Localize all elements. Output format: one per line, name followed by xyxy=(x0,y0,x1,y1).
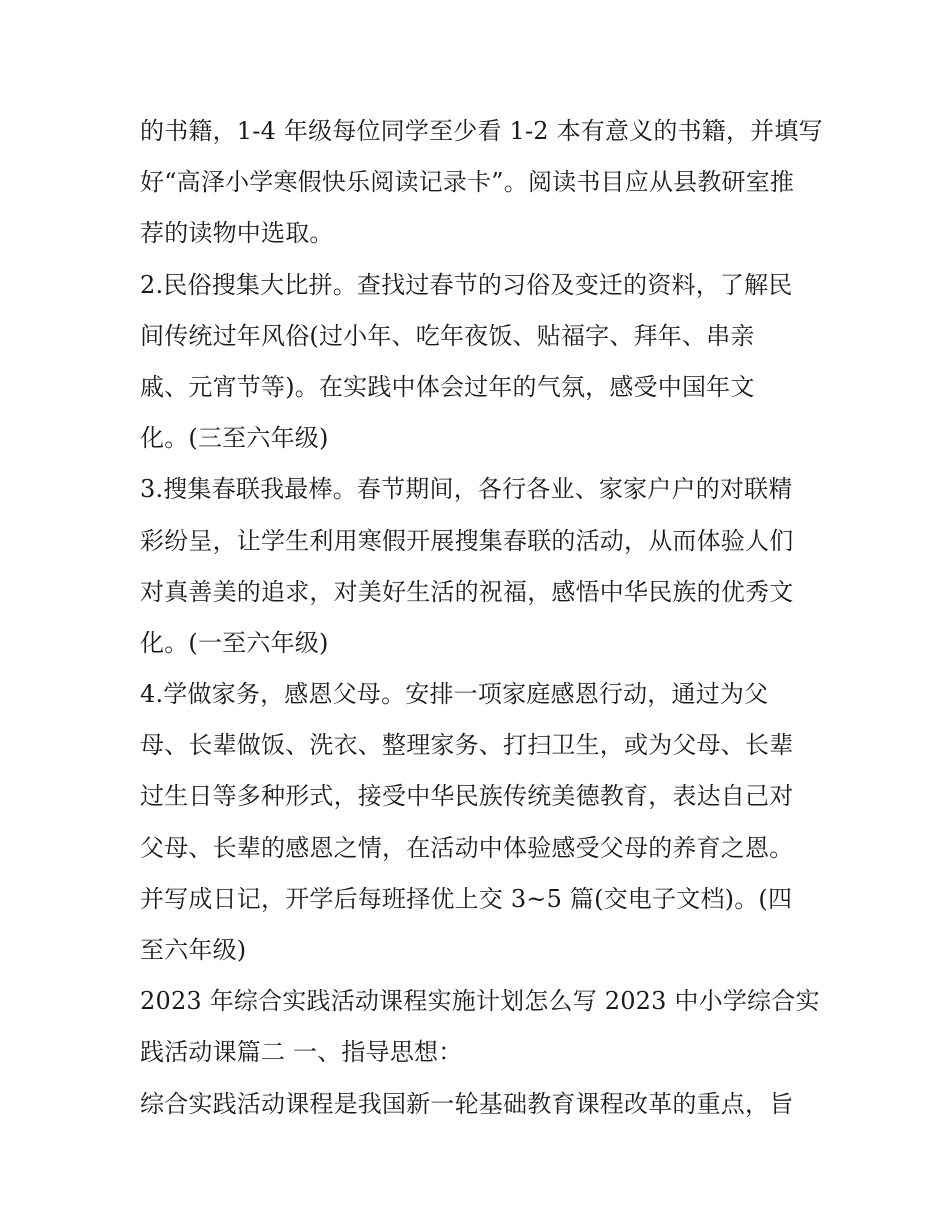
document-body xyxy=(140,106,823,1130)
text-line: 化。(三至六年级) xyxy=(140,424,329,453)
text-line: 荐的读物中选取。 xyxy=(140,219,334,248)
text-line: 3.搜集春联我最棒。春节期间，各行各业、家家户户的对联精 xyxy=(140,475,793,504)
text-line: 对真善美的追求，对美好生活的祝福，感悟中华民族的优秀文 xyxy=(140,577,794,606)
text-line: 综合实践活动课程是我国新一轮基础教育课程改革的重点，旨 xyxy=(140,1089,794,1118)
text-line: 过生日等多种形式，接受中华民族传统美德教育，表达自己对 xyxy=(140,782,794,811)
text-line: 至六年级) xyxy=(140,936,247,964)
text-line: 的书籍，1-4 年级每位同学至少看 1-2 本有意义的书籍，并填写 xyxy=(140,117,823,145)
text-line: 2.民俗搜集大比拼。查找过春节的习俗及变迁的资料，了解民 xyxy=(140,270,793,299)
text-line: 践活动课篇二 一、指导思想： xyxy=(140,1038,463,1067)
text-line: 间传统过年风俗(过小年、吃年夜饭、贴福字、拜年、串亲 xyxy=(140,321,755,350)
text-line: 戚、元宵节等)。在实践中体会过年的气氛，感受中国年文 xyxy=(140,372,755,401)
text-line: 彩纷呈，让学生利用寒假开展搜集春联的活动，从而体验人们 xyxy=(140,526,794,555)
text-line: 化。(一至六年级) xyxy=(140,628,329,657)
text-line: 4.学做家务，感恩父母。安排一项家庭感恩行动，通过为父 xyxy=(140,680,769,709)
text-line: 并写成日记，开学后每班择优上交 3~5 篇(交电子文档)。(四 xyxy=(140,884,793,913)
text-line: 好“高泽小学寒假快乐阅读记录卡”。阅读书目应从县教研室推 xyxy=(140,168,795,197)
text-line: 2023 年综合实践活动课程实施计划怎么写 2023 中小学综合实 xyxy=(140,987,820,1016)
text-line: 母、长辈做饭、洗衣、整理家务、打扫卫生，或为父母、长辈 xyxy=(140,731,794,760)
text-line: 父母、长辈的感恩之情，在活动中体验感受父母的养育之恩。 xyxy=(140,833,794,862)
